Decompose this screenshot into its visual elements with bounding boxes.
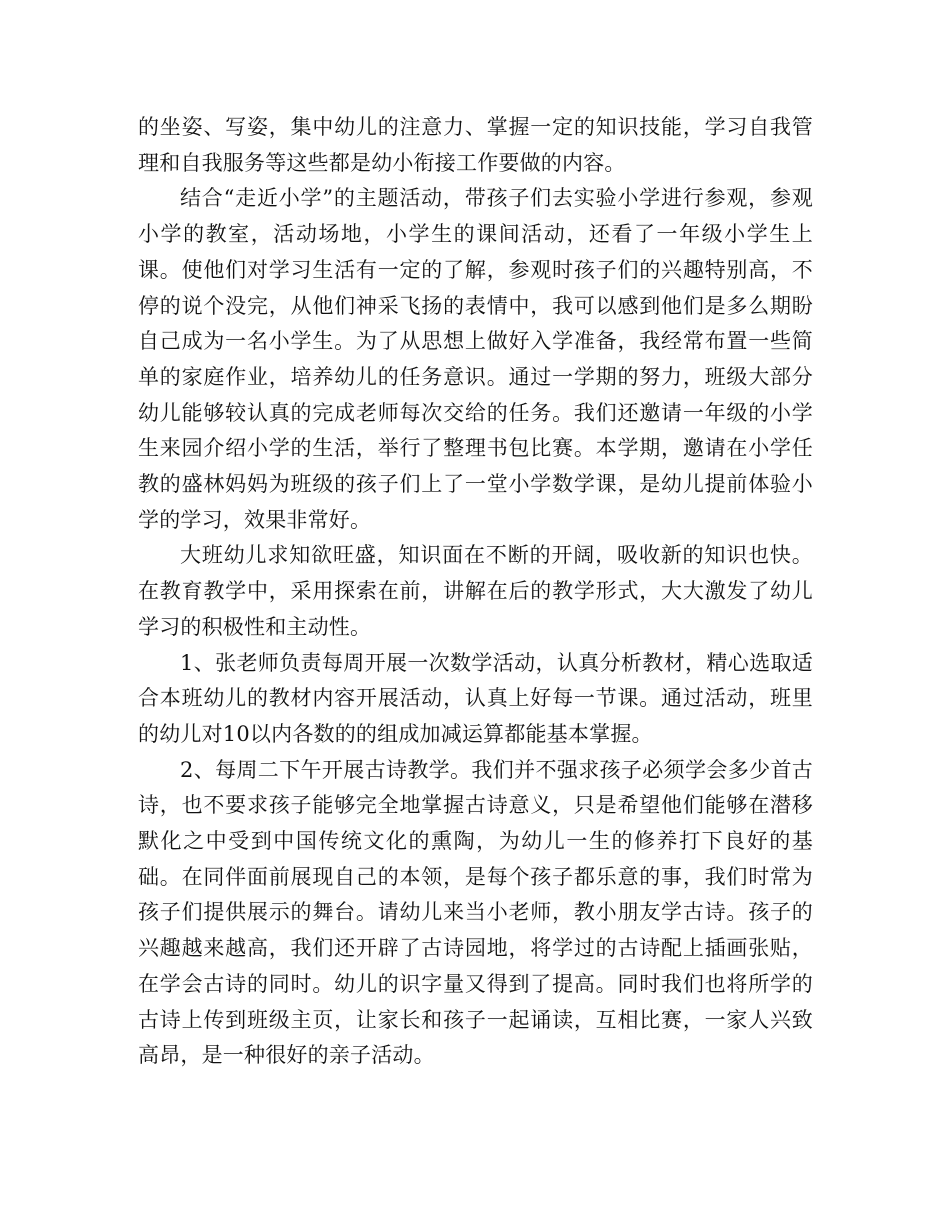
paragraph-2: 结合“走近小学”的主题活动，带孩子们去实验小学进行参观，参观小学的教室，活动场地，小学生的课间活动，还看了一年级小学生上课。使他们对学习生活有一定的了解，参观时孩子们的兴趣特别高，不停的说个没完，从他们神采飞扬的表情中，我可以感到他们是多么期盼自己成为一名小学生。为了从思想上做好入学准备，我经常布置一些简单的家庭作业，培养幼儿的任务意识。通过一学期的努力，班级大部分幼儿能够较认真的完成老师每次交给的任务。我们还邀请一年级的小学生来园介绍小学的生活，举行了整理书包比赛。本学期，邀请在小学任教的盛林妈妈为班级的孩子们上了一堂小学数学课，是幼儿提前体验小学的学习，效果非常好。 [138, 186, 813, 532]
paragraph-5: 2、每周二下午开展古诗教学。我们并不强求孩子必须学会多少首古诗，也不要求孩子能够完全地掌握古诗意义，只是希望他们能够在潜移默化之中受到中国传统文化的熏陶，为幼儿一生的修养打下良好的基础。在同伴面前展现自己的本领，是每个孩子都乐意的事，我们时常为孩子们提供展示的舞台。请幼儿来当小老师，教小朋友学古诗。孩子的兴趣越来越高，我们还开辟了古诗园地，将学过的古诗配上插画张贴，在学会古诗的同时。幼儿的识字量又得到了提高。同时我们也将所学的古诗上传到班级主页，让家长和孩子一起诵读，互相比赛，一家人兴致高昂，是一种很好的亲子活动。 [138, 757, 813, 1068]
paragraph-4: 1、张老师负责每周开展一次数学活动，认真分析教材，精心选取适合本班幼儿的教材内容开展活动，认真上好每一节课。通过活动，班里的幼儿对10以内各数的的组成加减运算都能基本掌握。 [138, 650, 813, 746]
document-page [138, 110, 813, 1074]
paragraph-3: 大班幼儿求知欲旺盛，知识面在不断的开阔，吸收新的知识也快。在教育教学中，采用探索在前，讲解在后的教学形式，大大激发了幼儿学习的积极性和主动性。 [138, 543, 813, 639]
paragraph-1: 的坐姿、写姿，集中幼儿的注意力、掌握一定的知识技能，学习自我管理和自我服务等这些都是幼小衔接工作要做的内容。 [138, 115, 813, 175]
